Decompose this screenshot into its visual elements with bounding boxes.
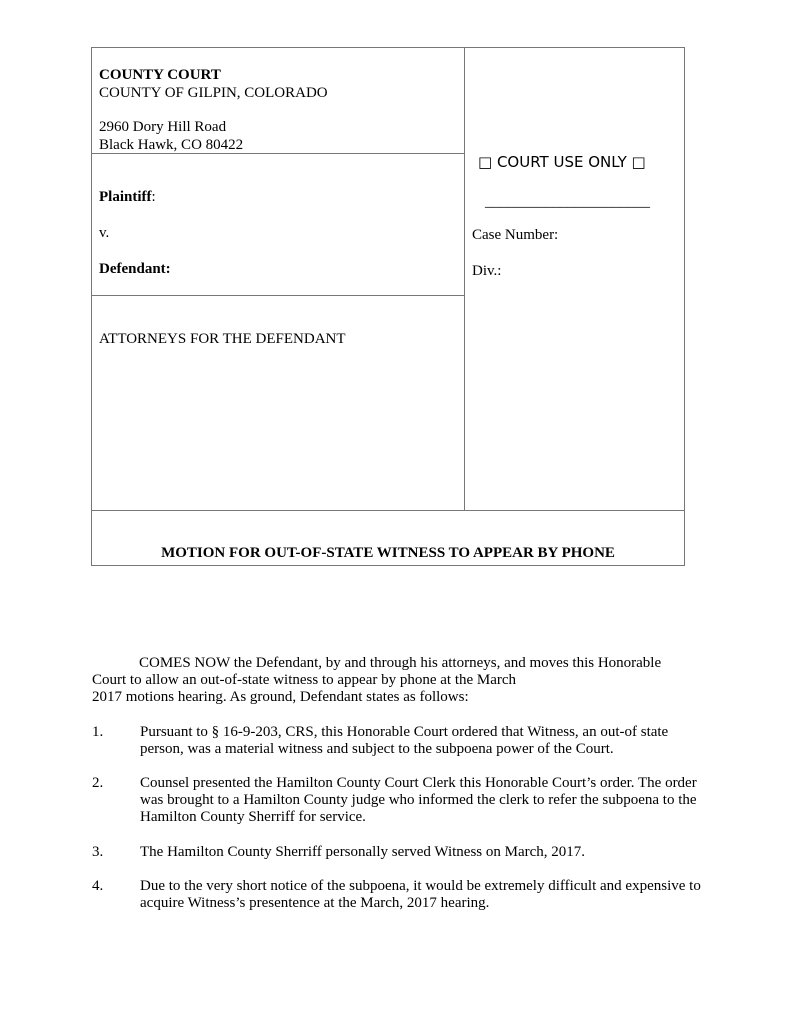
- list-item-number: 1.: [92, 724, 104, 740]
- list-item-line: Hamilton County Sherriff for service.: [140, 809, 366, 825]
- court-address-line1: 2960 Dory Hill Road: [99, 119, 227, 135]
- caption-box: [91, 47, 685, 566]
- attorneys-label: ATTORNEYS FOR THE DEFENDANT: [99, 331, 346, 347]
- intro-paragraph: [92, 655, 692, 706]
- versus: v.: [99, 225, 110, 241]
- defendant-label: Defendant:: [99, 261, 171, 277]
- list-item-text: [140, 878, 730, 912]
- motion-title: MOTION FOR OUT-OF-STATE WITNESS TO APPEAR BY PHONE: [161, 545, 615, 561]
- list-item-number: 4.: [92, 878, 104, 894]
- plaintiff-line: [99, 188, 156, 206]
- court-use-rule: ______________________: [485, 194, 650, 210]
- court-name: COUNTY COURT: [99, 67, 221, 83]
- court-county: COUNTY OF GILPIN, COLORADO: [99, 85, 328, 101]
- list-item-line: acquire Witness’s presentence at the March, 2017 hearing.: [140, 895, 490, 911]
- plaintiff-colon: :: [151, 189, 156, 205]
- list-item-line: Due to the very short notice of the subpoena, it would be extremely difficult and expensive to: [140, 878, 701, 894]
- court-address-line2: Black Hawk, CO 80422: [99, 137, 244, 153]
- list-item-line: Pursuant to § 16-9-203, CRS, this Honorable Court ordered that Witness, an out-of state: [140, 724, 669, 740]
- list-item-text: [140, 844, 730, 861]
- intro-line-1: COMES NOW the Defendant, by and through his attorneys, and moves this Honorable: [139, 655, 662, 671]
- caption-divider-title: [92, 510, 684, 511]
- list-item-line: was brought to a Hamilton County judge who informed the clerk to refer the subpoena to the: [140, 792, 697, 808]
- intro-line-3: 2017 motions hearing. As ground, Defendant states as follows:: [92, 689, 469, 705]
- intro-line-2: Court to allow an out-of-state witness to appear by phone at the March: [92, 672, 517, 688]
- list-item-number: 2.: [92, 775, 104, 791]
- list-item-text: [140, 775, 730, 826]
- caption-vertical-divider: [464, 48, 465, 510]
- court-use-only-label: □ COURT USE ONLY □: [478, 153, 646, 171]
- case-number-label: Case Number:: [472, 227, 559, 243]
- list-item-line: person, was a material witness and subject to the subpoena power of the Court.: [140, 741, 614, 757]
- list-item-text: [140, 724, 730, 758]
- division-label: Div.:: [472, 263, 502, 279]
- plaintiff-label: Plaintiff: [99, 189, 152, 205]
- list-item-line: Counsel presented the Hamilton County Court Clerk this Honorable Court’s order. The order: [140, 775, 697, 791]
- caption-divider-parties: [92, 295, 464, 296]
- list-item-number: 3.: [92, 844, 104, 860]
- list-item-line: The Hamilton County Sherriff personally served Witness on March, 2017.: [140, 844, 586, 860]
